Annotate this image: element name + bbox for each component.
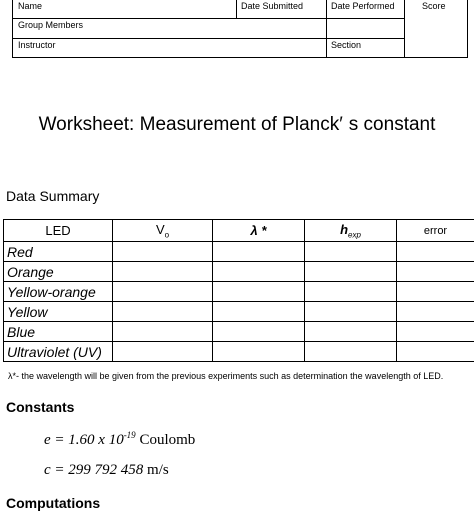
vo-input-cell[interactable] [113, 302, 213, 322]
col-header-lambda: λ * [213, 220, 305, 242]
hexp-input-cell[interactable] [305, 262, 397, 282]
lambda-input-cell[interactable] [213, 282, 305, 302]
vo-input-cell[interactable] [113, 322, 213, 342]
led-name-cell: Yellow-orange [4, 282, 113, 302]
error-input-cell[interactable] [397, 322, 474, 342]
hexp-input-cell[interactable] [305, 342, 397, 362]
group-members-label: Group Members [18, 20, 84, 30]
table-row [4, 242, 474, 262]
data-summary-table [3, 219, 474, 362]
computations-heading: Computations [6, 495, 101, 511]
score-label: Score [422, 1, 446, 11]
lambda-input-cell[interactable] [213, 342, 305, 362]
name-label: Name [18, 1, 43, 11]
lambda-input-cell[interactable] [213, 302, 305, 322]
section-label: Section [331, 40, 362, 50]
hexp-input-cell[interactable] [305, 322, 397, 342]
hexp-input-cell[interactable] [305, 242, 397, 262]
led-name-cell: Yellow [4, 302, 113, 322]
lambda-input-cell[interactable] [213, 262, 305, 282]
speed-of-light-equation: c = 299 792 458 m/s [44, 462, 169, 478]
col-header-led: LED [4, 220, 113, 242]
error-input-cell[interactable] [397, 302, 474, 322]
error-input-cell[interactable] [397, 262, 474, 282]
divider [404, 0, 405, 58]
table-header-row [4, 220, 474, 242]
hexp-input-cell[interactable] [305, 302, 397, 322]
led-name-cell: Orange [4, 262, 113, 282]
date-performed-label: Date Performed [331, 1, 395, 11]
table-row [4, 282, 474, 302]
electron-charge-equation: e = 1.60 x $10^{-19}$ Coulomb [44, 430, 196, 448]
led-name-cell: Ultraviolet (UV) [4, 342, 113, 362]
led-name-cell: Red [4, 242, 113, 262]
data-summary-heading: Data Summary [6, 188, 100, 204]
lambda-input-cell[interactable] [213, 322, 305, 342]
vo-input-cell[interactable] [113, 282, 213, 302]
header-info-box [12, 0, 468, 58]
error-input-cell[interactable] [397, 282, 474, 302]
constants-heading: Constants [6, 399, 75, 415]
vo-input-cell[interactable] [113, 242, 213, 262]
title-rest: s constant [348, 114, 436, 135]
table-row [4, 322, 474, 342]
wavelength-footnote: λ*- the wavelength will be given from the previous experiments such as determination the wavelength of LED. [8, 371, 444, 381]
vo-input-cell[interactable] [113, 262, 213, 282]
table-row [4, 342, 474, 362]
instructor-label: Instructor [18, 40, 56, 50]
col-header-hexp: $h_{exp}$ [305, 220, 397, 242]
error-input-cell[interactable] [397, 342, 474, 362]
hexp-input-cell[interactable] [305, 282, 397, 302]
date-submitted-label: Date Submitted [241, 1, 304, 11]
vo-input-cell[interactable] [113, 342, 213, 362]
col-header-error: error [397, 220, 474, 242]
page-title [0, 114, 474, 136]
table-row [4, 262, 474, 282]
error-input-cell[interactable] [397, 242, 474, 262]
table-row [4, 302, 474, 322]
title-main: Worksheet: Measurement of Planck′ [38, 114, 343, 135]
col-header-vo: $V_o$ [113, 220, 213, 242]
led-name-cell: Blue [4, 322, 113, 342]
lambda-input-cell[interactable] [213, 242, 305, 262]
